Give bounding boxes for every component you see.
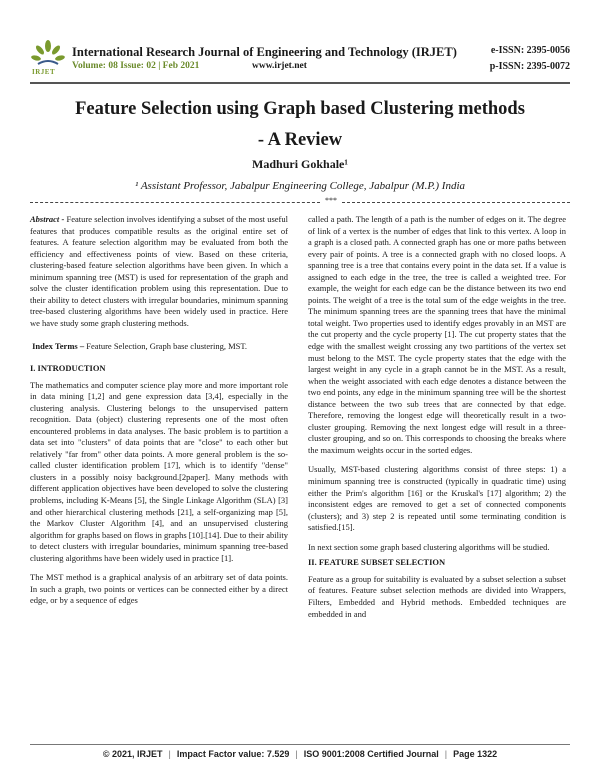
paper-title — [30, 94, 570, 155]
index-terms — [30, 341, 288, 353]
index-terms-label: Index Terms – — [32, 341, 85, 352]
separator-line-right — [342, 202, 570, 203]
e-issn: e-ISSN: 2395-0056 — [490, 45, 570, 56]
intro-heading: I. INTRODUCTION — [30, 363, 106, 374]
footer-copyright: © 2021, IRJET — [102, 749, 163, 759]
intro-paragraph-1: The mathematics and computer science play more and more important role in data mining [1,2] and gene expression data [3,4], especially in the clustering analysis. Clustering belongs to the unsupervised pattern recognition. Data (object) clustering represents one of the most often encountered problems in data analyses. The basic problem is to partition a data set into "clusters" of data points that are "close" to each other but relatively "far from" other data points. A more general problem is the so-called cluster identification problem [17], which is to identify "dense" clusters in a possibly noisy background.[2paper]. Many methods with different application objectives have been developed to solve the clustering problems, including K-Means [5], the Single Linkage Algorithm (SLA) [3] and other hierarchical clustering methods [21], a self-organizing map [5], the Markov Cluster Algorithm [4], and an unsupervised clustering algorithm for graphs based on flows in graphs [10].[14]. Due to their ability to detect clusters with irregular boundaries, minimum spanning tree-based clustering algorithms have been widely used in practice [1]. — [30, 379, 288, 563]
mst-paragraph: called a path. The length of a path is the number of edges on it. The degree of link of a vertex is the number of edges that link to this vertex. A loop in a graph is a closed path. A connected graph has one or more paths between every pair of points. A tree is a connected graph with no closed loops. A spanning tree is a tree that contains every point in the data set. If a value is assigned to each edge in the tree, the tree is called a weighted tree. For example, the weight for each edge can be the distance between its two end points. The weight of a tree is the total sum of the edge weights in the tree. The minimum spanning trees are the spanning trees that have the minimal total weight. Two properties used to identify edges provably in an MST are the cut property and the cycle property [1]. The cut property states that the edge with the smallest weight crossing any two partitions of the vertex set must belong to the MST. The cycle property states that the edge with the largest weight in any cycle in a graph cannot be in the MST. As a result, when the weight associated with each edge denotes a distance between the two end points, any edge in the minimum spanning tree will be the shortest distance between the two sub trees that are connected by that edge. Therefore, removing the longest edge will theoretically result in a two-cluster grouping. Removing the next longest edge will result in a three-cluster grouping, and so on. This corresponds to choosing the breaks where the maximum weights occur in the sorted edges. — [308, 214, 566, 455]
abstract-text: Feature selection involves identifying a subset of the most useful features that produces compatible results as the original entire set of features. A feature selection algorithm may be evaluated from both the efficiency and effectiveness points of view. Based on these criteria, clustering-based feature selection algorithms have been given. In which a minimum spanning tree (MST) is used for representation of the graph and solve the cluster identification problem using this representation. Due to their ability to detect clusters with irregular boundaries, minimum spanning tree-based clustering algorithms have been widely used in practice. Here we have study some graph clustering methods. — [30, 214, 288, 328]
p-issn: p-ISSN: 2395-0072 — [489, 61, 570, 72]
page-footer: © 2021, IRJET | Impact Factor value: 7.529 | ISO 9001:2008 Certified Journal | Page 1322 — [102, 749, 498, 759]
journal-header — [30, 38, 570, 80]
footer-impact-factor: Impact Factor value: 7.529 — [176, 749, 290, 759]
feature-subset-heading: II. FEATURE SUBSET SELECTION — [308, 557, 446, 568]
volume-issue: Volume: 08 Issue: 02 | Feb 2021 — [72, 61, 200, 71]
abstract — [30, 214, 288, 329]
title-line-1: Feature Selection using Graph based Clustering methods — [75, 99, 525, 119]
separator-stars: *** — [325, 196, 337, 205]
mst-steps-paragraph: Usually, MST-based clustering algorithms consist of three steps: 1) a minimum spanning tree is constructed (typically in quadratic time) using either the Prim's algorithm [16] or the Kruskal's [17] algorithm; 2) the inconsistent edges are removed to get a set of connected components (clusters); and 3) step 2 is repeated until some terminating condition is satisfied.[15]. — [308, 464, 566, 533]
right-column — [308, 214, 566, 628]
footer-iso: ISO 9001:2008 Certified Journal — [303, 749, 439, 759]
footer-page-number: Page 1322 — [453, 749, 498, 759]
author-name: Madhuri Gokhale¹ — [252, 157, 348, 171]
title-line-2: - A Review — [257, 129, 343, 150]
left-column — [30, 214, 288, 615]
separator-line-left — [30, 202, 320, 203]
next-section-paragraph: In next section some graph based clustering algorithms will be studied. — [308, 541, 550, 552]
header-divider — [30, 82, 570, 84]
section-separator — [30, 198, 570, 206]
abstract-label: Abstract - — [30, 214, 65, 224]
author-affiliation: ¹ Assistant Professor, Jabalpur Engineering College, Jabalpur (M.P.) India — [134, 180, 466, 192]
logo-text: IRJET — [32, 68, 56, 76]
journal-website: www.irjet.net — [252, 61, 307, 71]
journal-name: International Research Journal of Engineering and Technology (IRJET) — [72, 45, 457, 59]
footer-divider — [30, 744, 570, 745]
intro-paragraph-2: The MST method is a graphical analysis of an arbitrary set of data points. In such a graph, two points or vertices can be connected either by a direct edge, or by a sequence of edges — [30, 572, 288, 606]
index-terms-text: Feature Selection, Graph base clustering, MST. — [84, 341, 248, 352]
feature-subset-paragraph: Feature as a group for suitability is evaluated by a subset selection a subset of features. Feature subset selection methods are divided into Wrappers, Filters, Embedded and Hybrid methods. Embedded techniques are embedded in and — [308, 573, 566, 619]
